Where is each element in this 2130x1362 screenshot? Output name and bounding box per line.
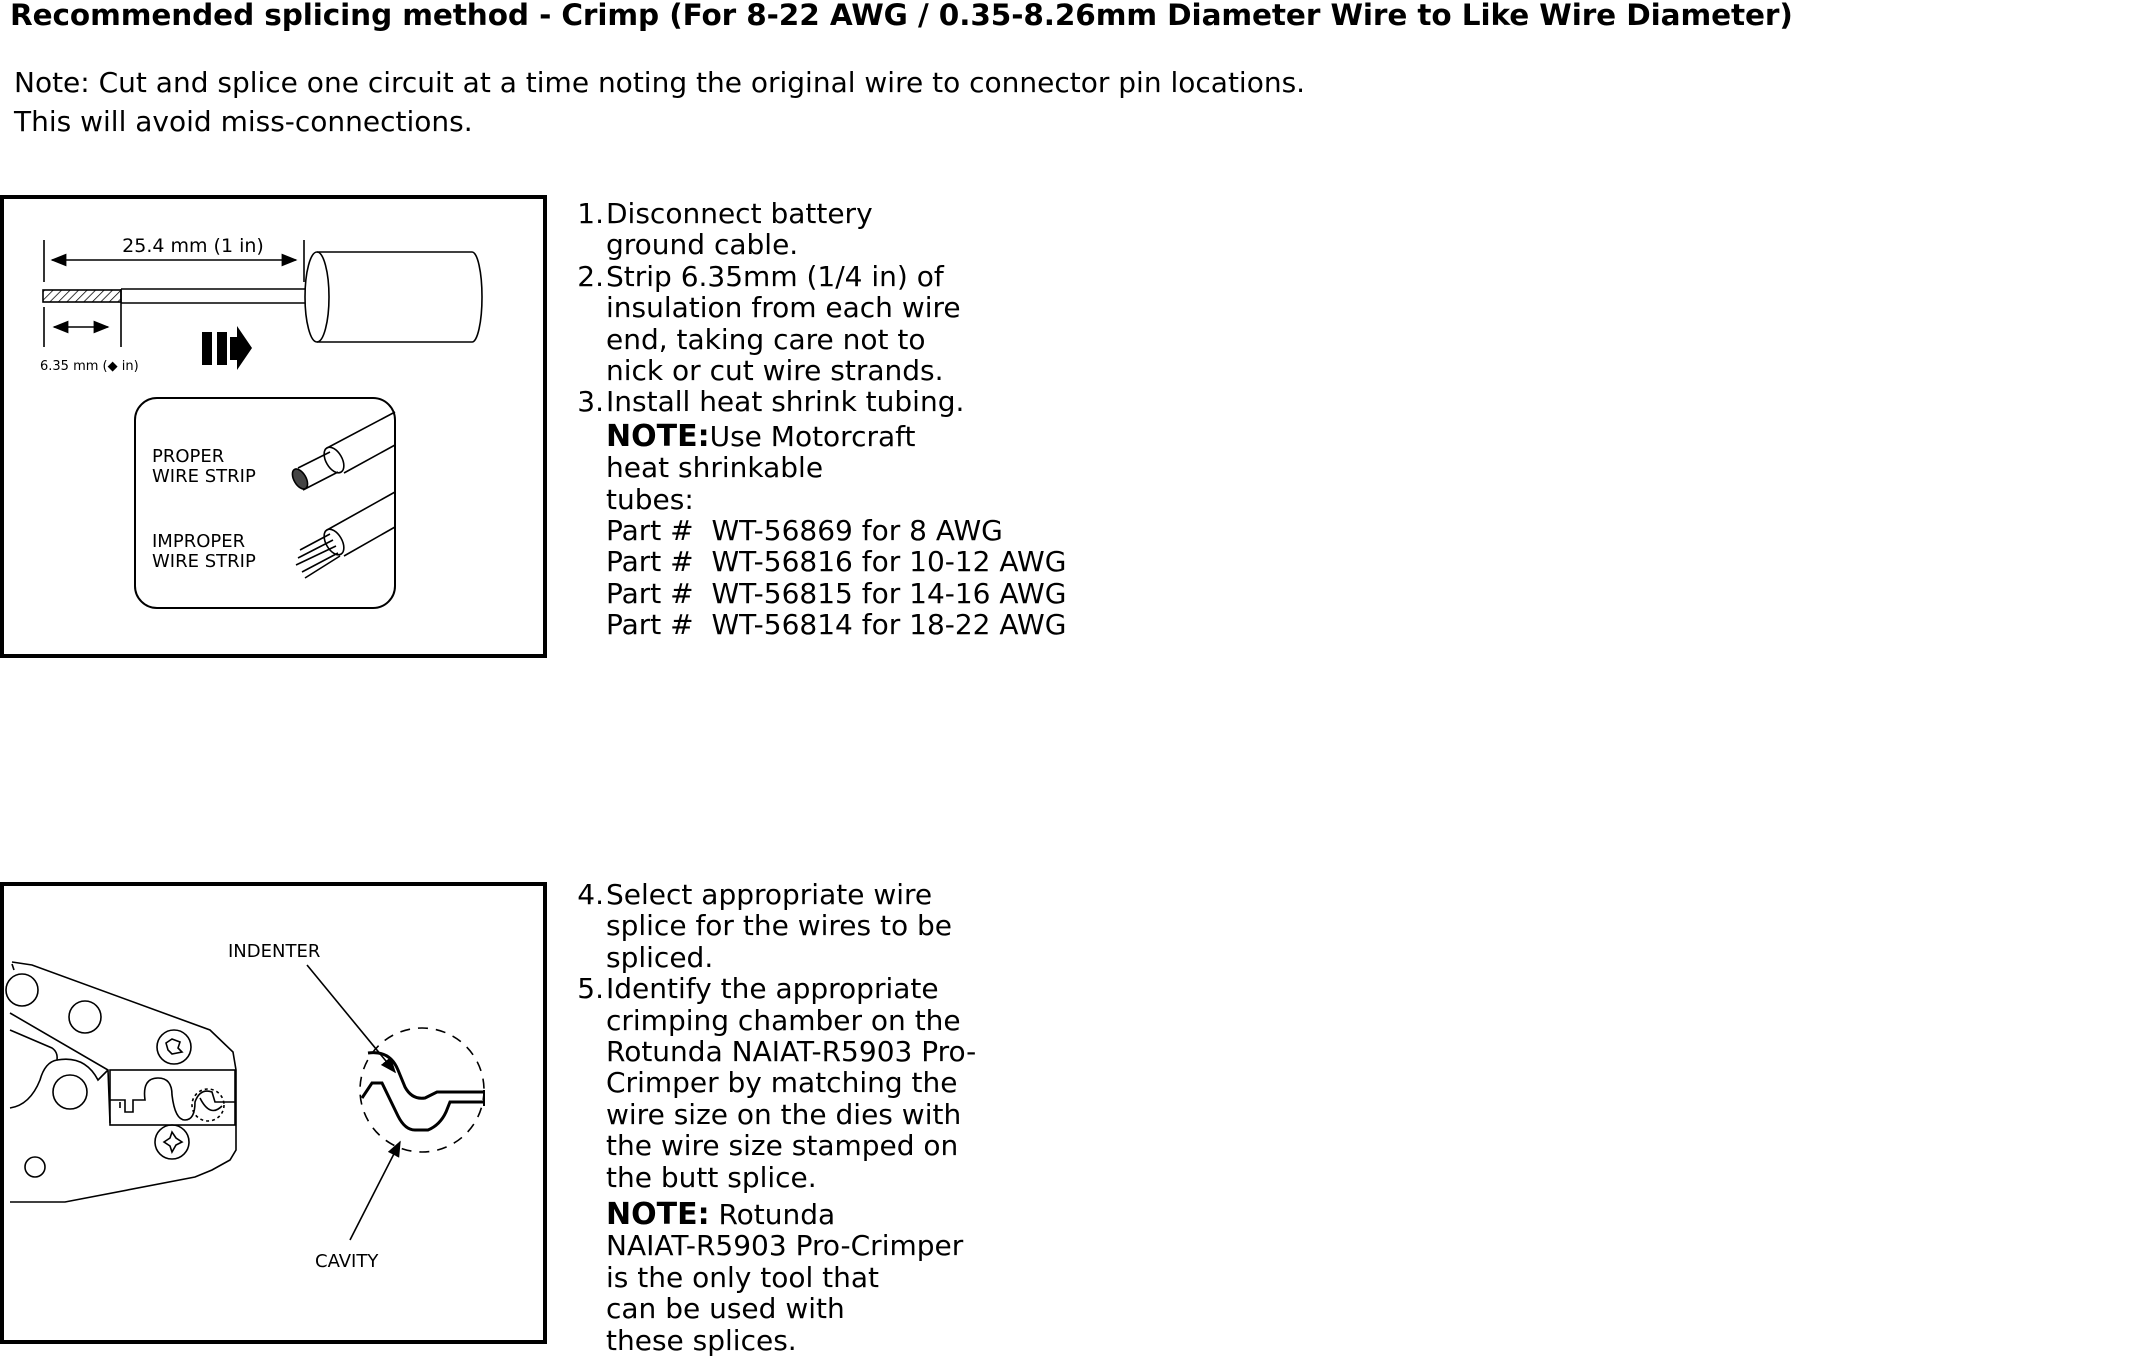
proper-wire-icon bbox=[289, 412, 395, 492]
step-number: 2. bbox=[577, 259, 604, 293]
step-text: spliced. bbox=[606, 940, 714, 974]
step-text: Identify the appropriate bbox=[606, 972, 939, 1006]
step-4 bbox=[568, 879, 976, 910]
step-text: Install heat shrink tubing. bbox=[606, 385, 965, 419]
dimension-label-short: 6.35 mm (◆ in) bbox=[40, 359, 139, 374]
step-text: Rotunda NAIAT-R5903 Pro- bbox=[606, 1035, 977, 1069]
step-number: 4. bbox=[577, 878, 604, 911]
dimension-label-long: 25.4 mm (1 in) bbox=[122, 235, 264, 257]
crimper-tool-icon bbox=[6, 962, 236, 1202]
step-5 bbox=[568, 973, 976, 1004]
improper-label: WIRE STRIP bbox=[152, 551, 256, 572]
indenter-pointer bbox=[307, 965, 395, 1072]
step-number: 3. bbox=[577, 385, 604, 419]
note-label: NOTE: bbox=[606, 418, 710, 454]
part-number: Part # WT-56869 for 8 AWG bbox=[606, 514, 1003, 548]
strip-comparison-box bbox=[135, 398, 395, 608]
proper-label: WIRE STRIP bbox=[152, 466, 256, 487]
step-text: Select appropriate wire bbox=[606, 878, 933, 911]
note-text: can be used with bbox=[606, 1292, 845, 1326]
note-label: NOTE: bbox=[606, 1197, 710, 1233]
step-3 bbox=[568, 386, 1066, 417]
step-text: splice for the wires to be bbox=[606, 909, 952, 943]
cavity-label: CAVITY bbox=[315, 1251, 379, 1272]
step-text: end, taking care not to bbox=[606, 322, 926, 356]
note-line-2: This will avoid miss-connections. bbox=[14, 105, 473, 138]
step-text: ground cable. bbox=[606, 228, 799, 262]
part-number: Part # WT-56814 for 18-22 AWG bbox=[606, 608, 1067, 642]
note-text: heat shrinkable bbox=[606, 451, 824, 485]
block-arrow-icon bbox=[202, 326, 252, 370]
indenter-label: INDENTER bbox=[228, 941, 321, 962]
proper-label: PROPER bbox=[152, 446, 225, 467]
step-text: Disconnect battery bbox=[606, 197, 873, 230]
die-detail-icon bbox=[307, 965, 484, 1240]
step-text: wire size on the dies with bbox=[606, 1097, 962, 1131]
note-block bbox=[568, 1197, 976, 1233]
improper-label: IMPROPER bbox=[152, 531, 246, 552]
steps-list-b bbox=[568, 879, 976, 1356]
crimper-diagram bbox=[0, 880, 547, 1350]
step-text: nick or cut wire strands. bbox=[606, 354, 944, 388]
note-line-1: Note: Cut and splice one circuit at a time noting the original wire to connector pin locations. bbox=[14, 66, 1306, 99]
part-number: Part # WT-56816 for 10-12 AWG bbox=[606, 545, 1067, 579]
step-1 bbox=[568, 198, 1066, 229]
note-text: tubes: bbox=[606, 482, 694, 516]
step-number: 5. bbox=[577, 972, 604, 1006]
cavity-pointer bbox=[350, 1142, 400, 1240]
note-text: these splices. bbox=[606, 1323, 797, 1357]
step-number: 1. bbox=[577, 197, 604, 230]
improper-wire-icon bbox=[296, 492, 395, 578]
step-text: crimping chamber on the bbox=[606, 1003, 961, 1037]
steps-list-a bbox=[568, 198, 1066, 641]
step-text: the butt splice. bbox=[606, 1160, 817, 1194]
step-text: Crimper by matching the bbox=[606, 1066, 958, 1100]
stripped-wire-strands bbox=[43, 290, 121, 302]
step-2 bbox=[568, 261, 1066, 292]
note-block bbox=[568, 418, 1066, 454]
note-text: Rotunda bbox=[709, 1198, 836, 1232]
part-number: Part # WT-56815 for 14-16 AWG bbox=[606, 576, 1067, 610]
step-text: Strip 6.35mm (1/4 in) of bbox=[606, 259, 944, 293]
step-text: the wire size stamped on bbox=[606, 1129, 959, 1163]
wire-strip-diagram bbox=[0, 190, 547, 660]
note-text: Use Motorcraft bbox=[709, 419, 916, 453]
step-text: insulation from each wire bbox=[606, 291, 961, 325]
page-title: Recommended splicing method - Crimp (For 8-22 AWG / 0.35-8.26mm Diameter Wire to Like Wire Diameter) bbox=[10, 0, 1793, 32]
note-text: is the only tool that bbox=[606, 1260, 880, 1294]
note-text: NAIAT-R5903 Pro-Crimper bbox=[606, 1229, 964, 1263]
heat-shrink-tube-end bbox=[305, 252, 329, 342]
